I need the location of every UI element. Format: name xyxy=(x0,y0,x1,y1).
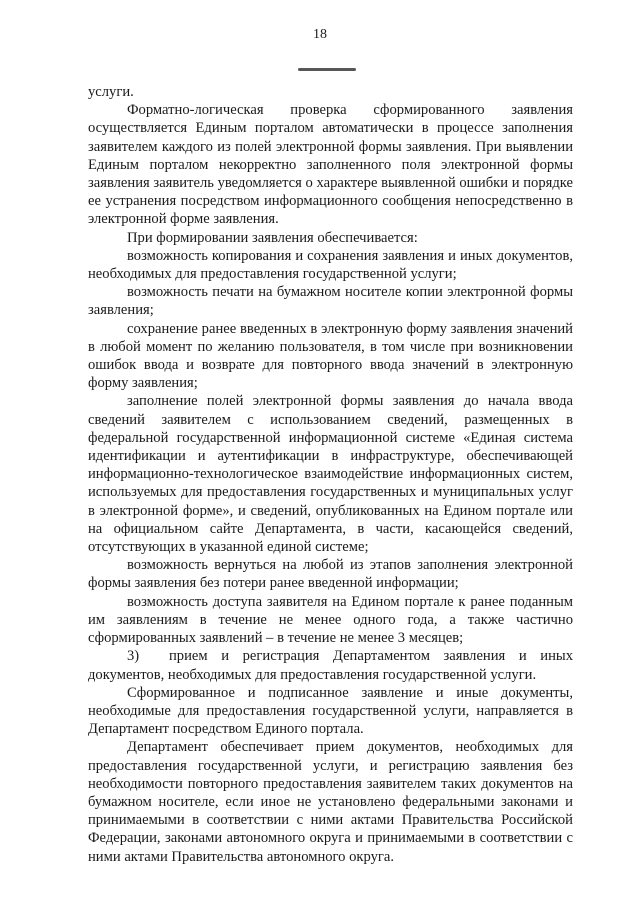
list-item: сохранение ранее введенных в электронную форму заявления значений в любой момент по желанию пользователя, в том числе при возникновении ошибок ввода и возврате для повторного ввода значений в электронную форму заявления; xyxy=(88,320,573,392)
document-body xyxy=(88,83,573,866)
list-item: возможность вернуться на любой из этапов заполнения электронной формы заявления без потери ранее введенной информации; xyxy=(88,557,573,592)
paragraph: Сформированное и подписанное заявление и иные документы, необходимые для предоставления государственной услуги, направляется в Департамент посредством Единого портала. xyxy=(88,684,573,738)
item-number: 3) xyxy=(127,648,140,665)
scan-artifact xyxy=(298,68,356,71)
paragraph: Департамент обеспечивает прием документов, необходимых для предоставления государственной услуги, и регистрацию заявления без необходимости повторного предоставления заявителем таких документов на бумажном носителе, если иное не установлено федеральными законами и принимаемыми в соответствии с ними актами Правительства Российской Федерации, законами автономного округа и принимаемыми в соответствии с ними актами Правительства автономного округа. xyxy=(88,739,573,865)
list-item: возможность печати на бумажном носителе копии электронной формы заявления; xyxy=(88,284,573,319)
list-item: возможность доступа заявителя на Едином портале к ранее поданным им заявлениям в течение не менее одного года, а также частично сформированных заявлений – в течение не менее 3 месяцев; xyxy=(88,593,573,647)
paragraph: Форматно-логическая проверка сформированного заявления осуществляется Единым порталом автоматически в процессе заполнения заявителем каждого из полей электронной формы заявления. При выявлении Единым порталом некорректно заполненного поля электронной формы заявления заявитель уведомляется о характере выявленной ошибки и порядке ее устранения посредством информационного сообщения непосредственно в электронной форме заявления. xyxy=(88,102,573,228)
paragraph: При формировании заявления обеспечивается: xyxy=(127,229,418,246)
numbered-item xyxy=(88,647,573,683)
list-item: заполнение полей электронной формы заявления до начала ввода сведений заявителем с использованием сведений, размещенных в федеральной государственной информационной системе «Единая система идентификации и аутентификации в инфраструктуре, обеспечивающей информационно-технологическое взаимодействие информационных систем, используемых для предоставления государственных и муниципальных услуг в электронной форме», и сведений, опубликованных на Едином портале или на официальном сайте Департамента, в части, касающейся сведений, отсутствующих в указанной единой системе; xyxy=(88,393,573,556)
paragraph: услуги. xyxy=(88,84,134,100)
page-number: 18 xyxy=(313,27,327,42)
list-item: возможность копирования и сохранения заявления и иных документов, необходимых для предоставления государственной услуги; xyxy=(88,247,573,283)
item-text: прием и регистрация Департаментом заявления и иных документов, необходимых для предоставления государственной услуги. xyxy=(88,648,573,683)
